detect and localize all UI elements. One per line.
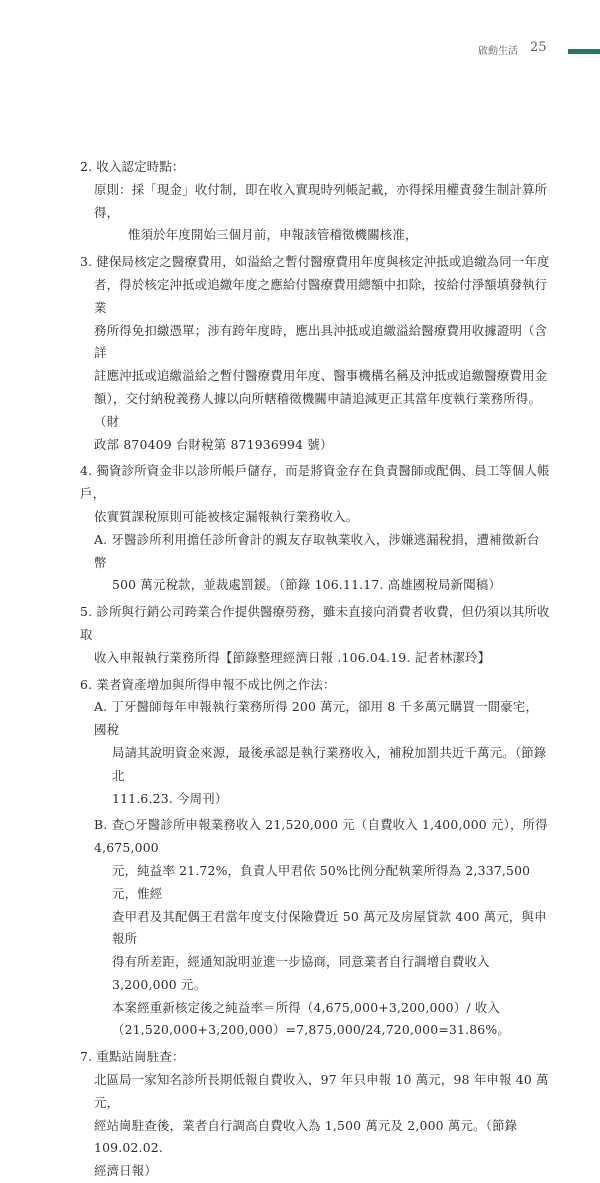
paragraph-line: 額），交付納稅義務人據以向所轄稽徵機關申請追減更正其當年度執行業務所得。（財 [94, 390, 542, 429]
section-3 [80, 251, 550, 456]
header-accent-bar [568, 49, 600, 54]
paragraph-line: 註應沖抵或追繳溢給之暫付醫療費用年度、醫事機構名稱及沖抵或追繳醫療費用金 [94, 368, 548, 384]
paragraph-line: 惟須於年度開始三個月前，申報該管稽徵機關核准， [128, 227, 418, 243]
section-6 [80, 674, 550, 1043]
page-number: 25 [530, 40, 547, 55]
subitem-6a [80, 696, 550, 810]
section-heading: 2. 收入認定時點： [80, 159, 185, 174]
paragraph-line: 依實質課稅原則可能被核定漏報執行業務收入。 [94, 508, 359, 524]
paragraph-line: 政部 870409 台財稅第 871936994 號） [94, 436, 333, 452]
section-heading: 6. 業者資產增加與所得申報不成比例之作法： [80, 676, 336, 692]
subitem-6b [80, 814, 550, 1042]
subitem-line: 得有所差距，經通知說明並進一步協商，同意業者自行調增自費收入 3,200,000 元。 [112, 954, 490, 992]
section-heading: 3. 健保局核定之醫療費用，如溢給之暫付醫療費用年度與核定沖抵或追繳為同一年度 [80, 254, 550, 270]
document-body [80, 156, 550, 1183]
subitem-line: A. 牙醫診所利用擔任診所會計的親友存取執業收入，涉嫌逃漏稅捐，遭補徵新台幣 [94, 531, 540, 570]
paragraph-line: 務所得免扣繳憑單；涉有跨年度時，應出具沖抵或追繳溢給醫療費用收據證明（含詳 [94, 322, 548, 361]
subitem-line: （21,520,000+3,200,000）=7,875,000/24,720,000=31.86%。 [112, 1022, 510, 1038]
subitem-line: 元，純益率 21.72%，負責人甲君依 50%比例分配執業所得為 2,337,500 元，惟經 [112, 862, 531, 901]
subitem-line: 本案經重新核定後之純益率＝所得（4,675,000+3,200,000）/ 收入 [112, 999, 501, 1015]
paragraph-line: 者，得於核定沖抵或追繳年度之應給付醫療費用總額中扣除，按給付淨額填發執行業 [94, 276, 548, 315]
subitem-line: 500 萬元稅款，並裁處罰鍰。（節錄 106.11.17. 高雄國稅局新聞稿） [112, 577, 502, 593]
running-header-title: 啟動生活 [478, 46, 518, 57]
section-4 [80, 460, 550, 597]
subitem-line: A. 丁牙醫師每年申報執行業務所得 200 萬元，卻用 8 千多萬元購買一間豪宅，國稅 [94, 699, 539, 738]
paragraph-line: 經站崗駐查後，業者自行調高自費收入為 1,500 萬元及 2,000 萬元。（節錄 109.02.02. [94, 1117, 518, 1156]
section-heading: 4. 獨資診所資金非以診所帳戶儲存，而是將資金存在負責醫師或配偶、員工等個人帳戶， [80, 463, 550, 502]
subitem-line: 查甲君及其配偶王君當年度支付保險費近 50 萬元及房屋貸款 400 萬元，與申報所 [112, 908, 547, 947]
subitem-4a [80, 529, 550, 597]
paragraph-line: 原則：採「現金」收付制，即在收入實現時列帳記載，亦得採用權責發生制計算所得， [94, 181, 548, 220]
subitem-line: B. 查○牙醫診所申報業務收入 21,520,000 元（自費收入 1,400,000 元），所得 4,675,000 [94, 817, 548, 856]
page-header [0, 40, 600, 60]
paragraph-line: 收入申報執行業務所得【節錄整理經濟日報 .106.04.19. 記者林潔玲】 [94, 649, 491, 665]
section-7 [80, 1046, 550, 1183]
section-heading: 5. 診所與行銷公司跨業合作提供醫療勞務，雖未直接向消費者收費，但仍須以其所收取 [80, 604, 550, 642]
subitem-line: 局請其說明資金來源，最後承認是執行業務收入，補稅加罰共近千萬元。（節錄北 [112, 744, 547, 783]
section-5 [80, 601, 550, 669]
paragraph-line: 北區局一家知名診所長期低報自費收入，97 年只申報 10 萬元，98 年申報 40 萬元， [94, 1072, 549, 1110]
section-heading: 7. 重點站崗駐查： [80, 1049, 185, 1065]
section-2 [80, 156, 550, 247]
paragraph-line: 經濟日報） [94, 1163, 157, 1179]
subitem-line: 111.6.23. 今周刊） [112, 790, 228, 806]
